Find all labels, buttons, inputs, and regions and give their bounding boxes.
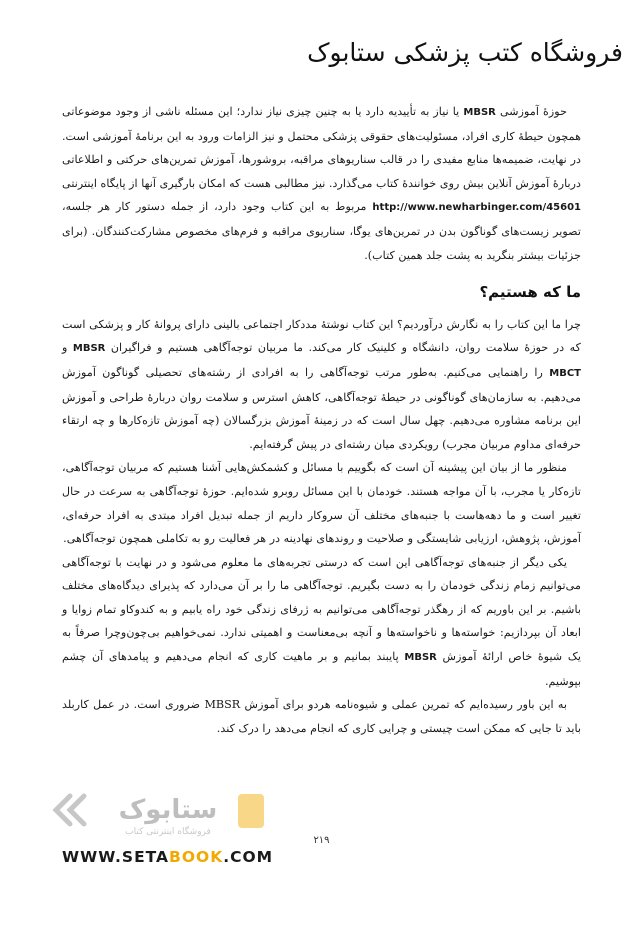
chevron-icon [56,796,84,824]
page-number: ۲۱۹ [313,835,330,846]
acronym-mbsr: MBSR [72,343,106,355]
logo-book-icon [238,794,264,828]
about-text-1b: و [62,341,73,355]
footer-url-prefix: WWW.SETA [62,848,170,866]
intro-text-3: مربوط به این کتاب وجود دارد، از جمله دستور کار هر جلسه، تصویر زیست‌های گوناگون بدن در تمرین‌های یوگا، سناریوی مراقبه و فرم‌های مخصوص مشارکت‌کنندگان. (برای جزئیات بیشتر بنگرید به پشت جلد همین کتاب). [62,200,581,262]
acronym-mbsr: MBSR [404,652,437,664]
acronym-mbct: MBCT [549,367,581,379]
logo-text: ستابوک [118,795,218,825]
footer-url-suffix: .COM [223,848,274,866]
about-text-3b: پایبند بمانیم و بر ماهیت کاری که انجام می‌دهیم و پیامدهای آن چشم بپوشیم. [62,650,581,688]
about-text-3a: یکی دیگر از جنبه‌های توجه‌آگاهی این است که درستی تجربه‌های ما معلوم می‌شود و در نهایت با توجه‌آگاهی می‌توانیم زمام زندگی خودمان را به دست بگیریم. توجه‌آگاهی ما را بر آن می‌دارد که پذیرای دیدگاه‌های مختلف باشیم. بر این باوریم که از رهگذر توجه‌آگاهی می‌توانیم به ژرفای زندگی خود راه یابیم و به کندوکاو تمام زوایا و ابعاد آن بپردازیم: خواسته‌ها و ناخواسته‌ها و آنچه بی‌معناست و اهمیتی ندارد. نمی‌خواهیم بی‌چون‌وچرا صرفاً به یک شیوهٔ خاص ارائهٔ آموزش [62,555,581,664]
about-paragraph-2: منظور ما از بیان این پیشینه آن است که بگوییم با مسائل و کشمکش‌هایی آشنا هستیم که مربیان توجه‌آگاهی، تازه‌کار یا مجرب، با آن مواجه هستند. خودمان با این مسائل روبرو شده‌ایم. حوزهٔ توجه‌آگاهی به سرعت در حال تغییر است و ما دهه‌هاست با جنبه‌های مختلف آن سروکار داریم از جمله تبدیل افراد مبتدی به افراد حرفه‌ای، آموزش، پژوهش، ارزیابی شایستگی و صلاحیت و روندهای نهادینه در هر فعالیت رو به تکاملی همچون توجه‌آگاهی. [62,461,581,546]
footer-website [62,848,273,866]
logo-tagline: فروشگاه اینترنتی کتاب [125,827,211,837]
intro-paragraph [62,100,581,267]
acronym-mbsr: MBSR [463,107,496,118]
intro-text-1: حوزهٔ آموزشی [495,105,567,118]
intro-text-2: یا نیاز به تأییدیه دارد یا به چنین چیزی نیاز ندارد؛ این مسئله ناشی از وجود موضوعاتی همچون حیطهٔ کاری افراد، مسئولیت‌های حقوقی پزشکی محتمل و نیز الزامات ورود به این برنامهٔ آموزشی است. در نهایت، ضمیمه‌ها منابع مفیدی را در قالب سناریوهای مراقبه، بروشورها، آموزش تمرین‌های حرکتی و اطلاعاتی دربارهٔ آموزش آنلاین بیش روی خوانندهٔ کتاب می‌گذارد. نیز مطالبی هست که امکان بارگیری آنها از پایگاه اینترنتی [62,105,581,190]
about-text-1c: را راهنمایی می‌کنیم. به‌طور مرتب توجه‌آگاهی را به افرادی از رشته‌های تحصیلی گوناگون آموزش می‌دهیم. به سازمان‌های گوناگونی در حیطهٔ توجه‌آگاهی، کاهش استرس و سلامت روان دربارهٔ طراحی و آموزش این برنامه مشاوره می‌دهیم. چهل سال است که در زمینهٔ آموزش بزرگسالان (چه آموزش تازه‌کارها و چه ارتقاء حرفه‌ای مداوم مربیان مجرب) رویکردی میان رشته‌ای در پیش گرفته‌ایم. [62,365,581,451]
setabook-logo-watermark [48,790,268,840]
footer-url-accent: BOOK [169,848,224,866]
page-content [62,100,581,740]
about-paragraph-4: به این باور رسیده‌ایم که تمرین عملی و شیوه‌نامه هردو برای آموزش MBSR ضروری است. در عمل کاربلد باید تا جایی که ممکن است چیستی و چرایی کاری که انجام می‌دهد را درک کند. [62,698,581,735]
about-paragraph-1 [62,313,581,457]
section-heading: ما که هستیم؟ [479,283,581,302]
about-text-1a: چرا ما این کتاب را به نگارش درآوردیم؟ این کتاب نوشتهٔ مددکار اجتماعی بالینی دارای پروانهٔ کار و پزشکی است که در حوزهٔ سلامت روان، دانشگاه و کلینیک کار می‌کند. ما مربیان توجه‌آگاهی هستیم و فراگیران [62,317,581,355]
resource-url: http://www.newharbinger.com/45601 [372,202,581,214]
page-title: فروشگاه کتب پزشکی ستابوک [307,38,623,67]
about-paragraph-3 [62,551,581,694]
